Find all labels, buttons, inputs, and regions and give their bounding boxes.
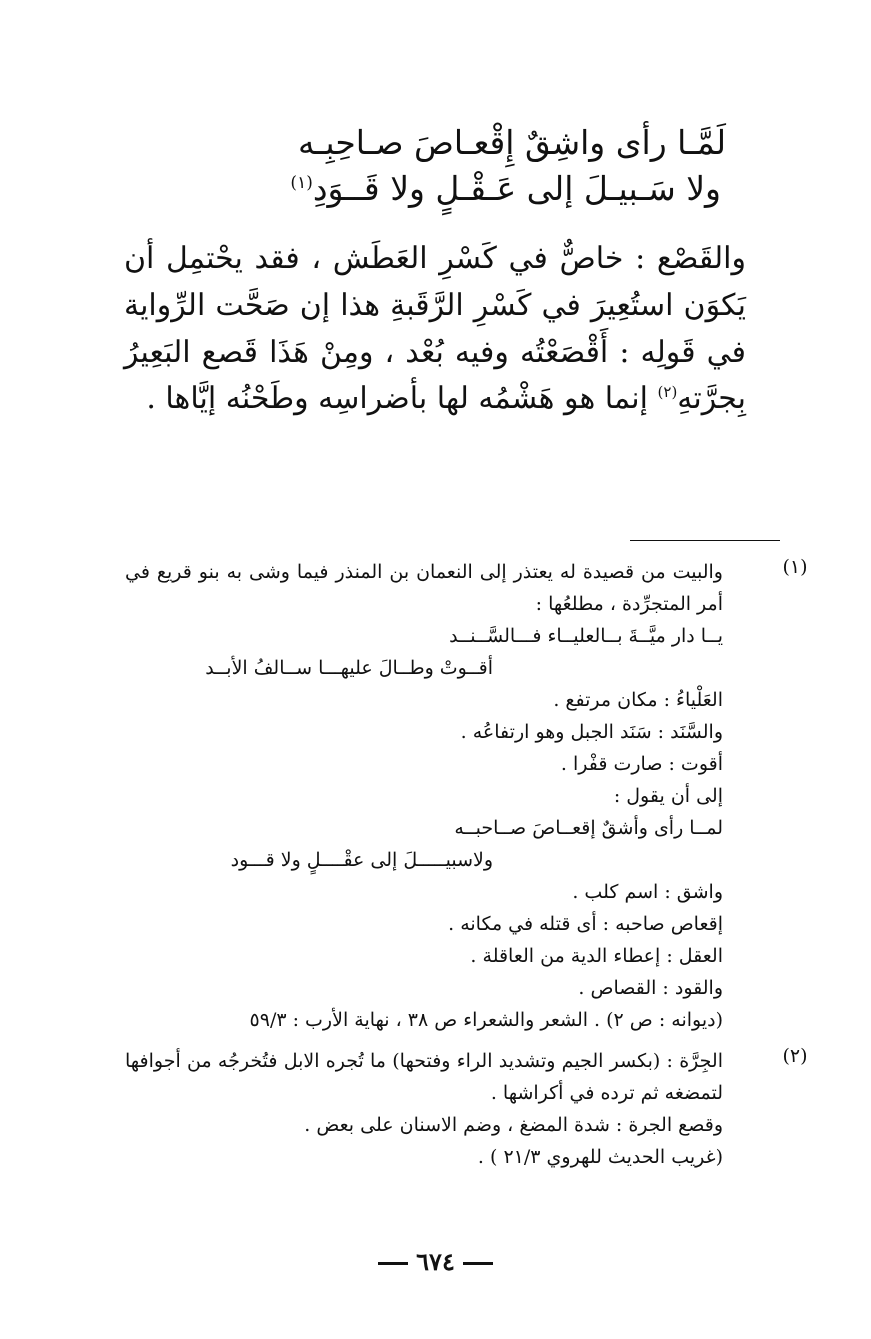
footnote-ref-2: (٢)	[657, 383, 678, 402]
paragraph-part-1: والقَصْع : خاصٌّ في كَسْرِ العَطَش ، فقد يحْتمِل أن يَكوَن استُعِيرَ في كَسْرِ الرَّقَبةِ هذا إن صَحَّت الرِّواية في قَولِه : أَقْصَعْتُه وفيه بُعْد ، ومِنْ هَذَا قَصع البَعِيرُ بِجرَّتهِ	[124, 241, 746, 417]
poem-1-second-hemistich: أقــوتْ وطــالَ عليهـــا ســالفُ الأبــد	[205, 657, 493, 679]
footnote-2-definition: الجِرَّة : (بكسر الجيم وتشديد الراء وفتحها) ما تُجره الابل فتُخرجُه من أجوافها لتمضغه ثم ترده في أكراشها .	[125, 1050, 723, 1104]
footnote-number-1: (١)	[782, 556, 808, 578]
page-number-dash-right	[463, 1262, 493, 1265]
verse-line-1: لَمَّـا رأى واشِقٌ إِقْعـاصَ صـاحِبِـه	[298, 123, 726, 162]
gloss-aqwat: أقوت : صارت قفْرا .	[560, 753, 723, 775]
body-paragraph	[124, 236, 746, 423]
transition-line: إلى أن يقول :	[613, 785, 723, 807]
paragraph-part-2: إنما هو هَشْمُه لها بأضراسِه وطَحْنُه إيَّاها .	[146, 381, 658, 417]
verse-line-2-text: ولا سَـبيـلَ إلى عَـقْـلٍ ولا قَــوَدِ	[312, 169, 721, 208]
page-number	[0, 1247, 871, 1276]
footnote-separator	[630, 540, 780, 541]
gloss-washiq: واشق : اسم كلب .	[572, 881, 723, 903]
verse-line-2	[290, 169, 721, 208]
footnote-1-body	[125, 556, 723, 1036]
poem-2-first-hemistich: لمــا رأى وأشقٌ إقعــاصَ صــاحبــه	[454, 817, 723, 839]
gloss-iqas: إقعاص صاحبه : أى قتله في مكانه .	[448, 913, 723, 935]
footnote-2-body	[125, 1045, 723, 1173]
footnote-2-source: (غريب الحديث للهروي ٢١/٣ ) .	[477, 1146, 723, 1168]
gloss-sanad: والسَّنَد : سَنَد الجبل وهو ارتفاعُه .	[460, 721, 723, 743]
footnote-number-2: (٢)	[782, 1045, 808, 1067]
poem-2-second-hemistich: ولاسبيـــــلَ إلى عقْــــلٍ ولا قـــود	[230, 849, 493, 871]
gloss-qawad: والقود : القصاص .	[578, 977, 723, 999]
body-paragraph-text	[124, 236, 746, 423]
poem-1-first-hemistich: يــا دار ميَّــةَ بــالعليــاء فـــالسَّــنــد	[449, 625, 723, 647]
footnote-ref-1: (١)	[290, 173, 313, 193]
footnote-2-qasa: وقصع الجرة : شدة المضغ ، وضم الاسنان على بعض .	[304, 1114, 723, 1136]
page-number-text: ٦٧٤	[416, 1247, 455, 1276]
footnote-1-intro: والبيت من قصيدة له يعتذر إلى النعمان بن المنذر فيما وشى به بنو قريع في أمر المتجرِّدة ، مطلعُها :	[125, 561, 723, 615]
page-number-dash-left	[378, 1262, 408, 1265]
gloss-aql: العقل : إعطاء الدية من العاقلة .	[470, 945, 723, 967]
gloss-aliya: العَلْياءُ : مكان مرتفع .	[553, 689, 723, 711]
footnote-1-source: (ديوانه : ص ٢) . الشعر والشعراء ص ٣٨ ، نهاية الأرب : ٥٩/٣	[249, 1009, 723, 1031]
